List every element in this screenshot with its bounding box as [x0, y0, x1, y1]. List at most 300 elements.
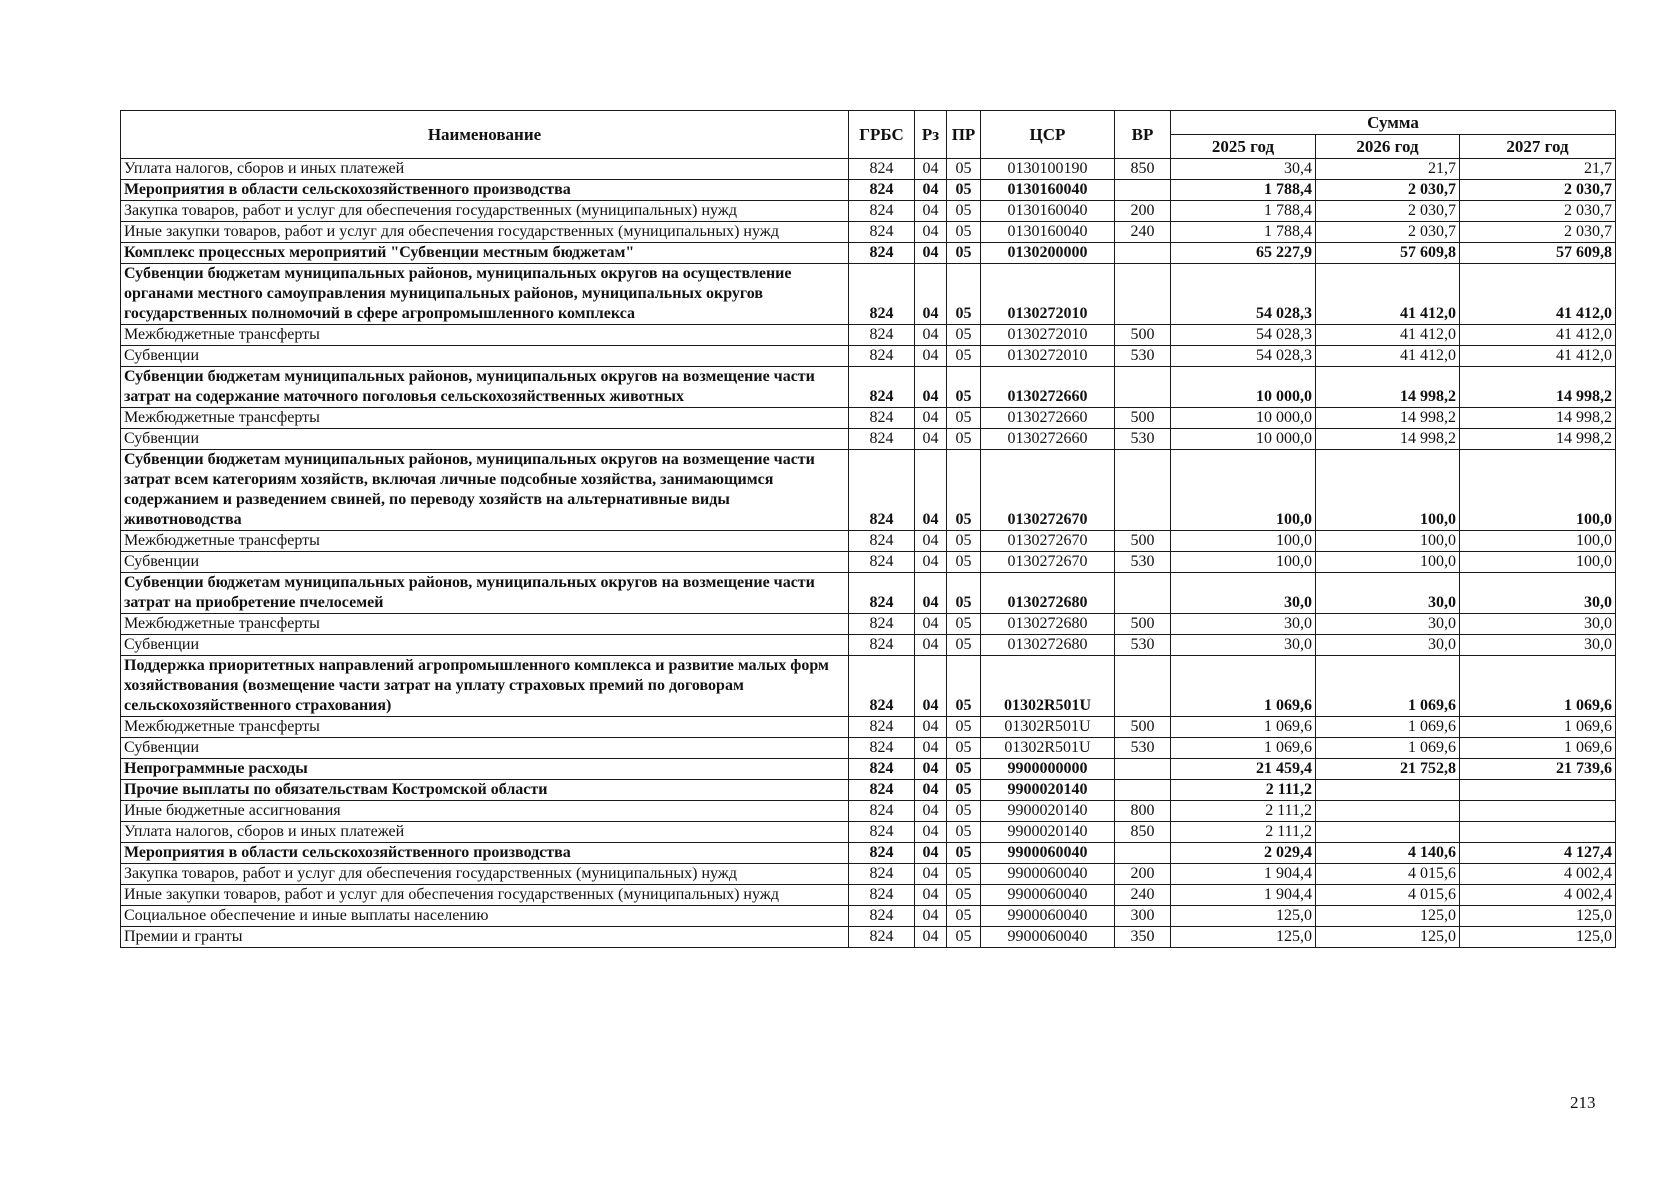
- cell-sum-2027: 125,0: [1460, 906, 1616, 927]
- cell-sum-2026: 21,7: [1316, 159, 1460, 180]
- cell-vr: [1115, 780, 1171, 801]
- cell-rz: 04: [915, 780, 947, 801]
- table-row: [121, 325, 1616, 346]
- header-pr: ПР: [947, 111, 981, 159]
- cell-grbs: 824: [849, 243, 915, 264]
- cell-vr: [1115, 450, 1171, 531]
- cell-grbs: 824: [849, 635, 915, 656]
- cell-vr: 530: [1115, 738, 1171, 759]
- cell-sum-2026: 41 412,0: [1316, 325, 1460, 346]
- cell-name: Комплекс процессных мероприятий "Субвенции местным бюджетам": [121, 243, 849, 264]
- header-rz: Рз: [915, 111, 947, 159]
- cell-sum-2026: 2 030,7: [1316, 180, 1460, 201]
- cell-rz: 04: [915, 573, 947, 614]
- cell-sum-2025: 54 028,3: [1171, 346, 1316, 367]
- cell-grbs: 824: [849, 780, 915, 801]
- cell-csr: 0130272680: [981, 614, 1115, 635]
- cell-pr: 05: [947, 159, 981, 180]
- cell-csr: 9900060040: [981, 885, 1115, 906]
- header-sum: Сумма: [1171, 111, 1616, 135]
- cell-rz: 04: [915, 429, 947, 450]
- cell-vr: 200: [1115, 201, 1171, 222]
- cell-rz: 04: [915, 408, 947, 429]
- table-row: [121, 780, 1616, 801]
- table-row: [121, 656, 1616, 717]
- table-row: [121, 531, 1616, 552]
- cell-vr: 500: [1115, 408, 1171, 429]
- cell-name: Поддержка приоритетных направлений агропромышленного комплекса и развитие малых форм хозяйствования (возмещение части затрат на уплату страховых премий по договорам сельскохозяйственного страхования): [121, 656, 849, 717]
- table-row: [121, 243, 1616, 264]
- cell-sum-2026: 100,0: [1316, 531, 1460, 552]
- cell-sum-2025: 1 788,4: [1171, 201, 1316, 222]
- cell-vr: [1115, 367, 1171, 408]
- cell-grbs: 824: [849, 346, 915, 367]
- cell-grbs: 824: [849, 822, 915, 843]
- cell-grbs: 824: [849, 573, 915, 614]
- cell-rz: 04: [915, 885, 947, 906]
- cell-pr: 05: [947, 780, 981, 801]
- cell-sum-2026: 125,0: [1316, 906, 1460, 927]
- cell-sum-2027: 14 998,2: [1460, 408, 1616, 429]
- cell-csr: 01302R501U: [981, 717, 1115, 738]
- cell-pr: 05: [947, 429, 981, 450]
- cell-sum-2027: 4 127,4: [1460, 843, 1616, 864]
- cell-grbs: 824: [849, 408, 915, 429]
- cell-sum-2027: [1460, 822, 1616, 843]
- cell-sum-2027: 41 412,0: [1460, 346, 1616, 367]
- cell-vr: 530: [1115, 552, 1171, 573]
- cell-sum-2025: 30,0: [1171, 614, 1316, 635]
- cell-rz: 04: [915, 201, 947, 222]
- cell-vr: 300: [1115, 906, 1171, 927]
- cell-pr: 05: [947, 346, 981, 367]
- table-row: [121, 843, 1616, 864]
- cell-pr: 05: [947, 759, 981, 780]
- cell-pr: 05: [947, 717, 981, 738]
- cell-grbs: 824: [849, 759, 915, 780]
- cell-grbs: 824: [849, 450, 915, 531]
- cell-sum-2027: 1 069,6: [1460, 656, 1616, 717]
- cell-sum-2026: 4 015,6: [1316, 885, 1460, 906]
- cell-pr: 05: [947, 738, 981, 759]
- cell-csr: 0130272680: [981, 635, 1115, 656]
- cell-sum-2025: 2 111,2: [1171, 780, 1316, 801]
- cell-sum-2027: 21 739,6: [1460, 759, 1616, 780]
- cell-sum-2027: 4 002,4: [1460, 885, 1616, 906]
- cell-name: Межбюджетные трансферты: [121, 614, 849, 635]
- table-row: [121, 635, 1616, 656]
- table-body: [121, 159, 1616, 948]
- cell-rz: 04: [915, 264, 947, 325]
- cell-name: Субвенции бюджетам муниципальных районов, муниципальных округов на возмещение части затрат всем категориям хозяйств, включая личные подсобные хозяйства, занимающимся содержанием и разведением свиней, по переводу хозяйств на альтернативные виды животноводства: [121, 450, 849, 531]
- cell-sum-2025: 54 028,3: [1171, 264, 1316, 325]
- cell-sum-2025: 10 000,0: [1171, 429, 1316, 450]
- cell-csr: 0130272670: [981, 450, 1115, 531]
- cell-name: Межбюджетные трансферты: [121, 531, 849, 552]
- cell-csr: 0130200000: [981, 243, 1115, 264]
- table-row: [121, 822, 1616, 843]
- cell-vr: 350: [1115, 927, 1171, 948]
- table-row: [121, 801, 1616, 822]
- cell-sum-2026: 125,0: [1316, 927, 1460, 948]
- cell-sum-2027: 57 609,8: [1460, 243, 1616, 264]
- cell-grbs: 824: [849, 614, 915, 635]
- cell-vr: 500: [1115, 325, 1171, 346]
- cell-sum-2025: 100,0: [1171, 450, 1316, 531]
- cell-pr: 05: [947, 614, 981, 635]
- cell-grbs: 824: [849, 201, 915, 222]
- cell-vr: [1115, 759, 1171, 780]
- cell-pr: 05: [947, 531, 981, 552]
- cell-name: Субвенции: [121, 429, 849, 450]
- cell-rz: 04: [915, 927, 947, 948]
- table-row: [121, 573, 1616, 614]
- table-row: [121, 885, 1616, 906]
- cell-rz: 04: [915, 738, 947, 759]
- cell-sum-2026: 14 998,2: [1316, 408, 1460, 429]
- cell-name: Уплата налогов, сборов и иных платежей: [121, 822, 849, 843]
- cell-pr: 05: [947, 201, 981, 222]
- cell-csr: 0130160040: [981, 180, 1115, 201]
- cell-sum-2027: 14 998,2: [1460, 429, 1616, 450]
- cell-vr: 240: [1115, 885, 1171, 906]
- cell-grbs: 824: [849, 531, 915, 552]
- header-year-2027: 2027 год: [1460, 135, 1616, 159]
- cell-pr: 05: [947, 222, 981, 243]
- cell-csr: 0130272010: [981, 346, 1115, 367]
- cell-pr: 05: [947, 367, 981, 408]
- cell-pr: 05: [947, 822, 981, 843]
- cell-sum-2025: 1 069,6: [1171, 738, 1316, 759]
- cell-sum-2025: 125,0: [1171, 906, 1316, 927]
- cell-name: Иные закупки товаров, работ и услуг для обеспечения государственных (муниципальных) нужд: [121, 885, 849, 906]
- cell-sum-2027: 2 030,7: [1460, 201, 1616, 222]
- cell-vr: 240: [1115, 222, 1171, 243]
- cell-grbs: 824: [849, 927, 915, 948]
- cell-grbs: 824: [849, 552, 915, 573]
- cell-name: Иные бюджетные ассигнования: [121, 801, 849, 822]
- cell-csr: 0130272660: [981, 408, 1115, 429]
- table-row: [121, 222, 1616, 243]
- header-vr: ВР: [1115, 111, 1171, 159]
- cell-sum-2027: 14 998,2: [1460, 367, 1616, 408]
- cell-vr: 530: [1115, 635, 1171, 656]
- cell-csr: 0130100190: [981, 159, 1115, 180]
- cell-rz: 04: [915, 717, 947, 738]
- cell-sum-2027: 41 412,0: [1460, 325, 1616, 346]
- header-year-2026: 2026 год: [1316, 135, 1460, 159]
- cell-vr: [1115, 243, 1171, 264]
- cell-grbs: 824: [849, 264, 915, 325]
- table-row: [121, 927, 1616, 948]
- cell-sum-2025: 30,0: [1171, 573, 1316, 614]
- cell-sum-2025: 100,0: [1171, 552, 1316, 573]
- cell-rz: 04: [915, 635, 947, 656]
- cell-sum-2025: 2 111,2: [1171, 801, 1316, 822]
- cell-vr: [1115, 264, 1171, 325]
- cell-rz: 04: [915, 159, 947, 180]
- cell-rz: 04: [915, 222, 947, 243]
- cell-csr: 9900020140: [981, 801, 1115, 822]
- cell-csr: 0130272680: [981, 573, 1115, 614]
- cell-pr: 05: [947, 906, 981, 927]
- cell-sum-2025: 2 111,2: [1171, 822, 1316, 843]
- cell-sum-2026: 41 412,0: [1316, 346, 1460, 367]
- cell-rz: 04: [915, 656, 947, 717]
- table-row: [121, 264, 1616, 325]
- cell-sum-2026: 100,0: [1316, 450, 1460, 531]
- cell-csr: 0130160040: [981, 222, 1115, 243]
- cell-rz: 04: [915, 367, 947, 408]
- cell-rz: 04: [915, 243, 947, 264]
- header-name: Наименование: [121, 111, 849, 159]
- cell-csr: 9900060040: [981, 906, 1115, 927]
- cell-rz: 04: [915, 906, 947, 927]
- table-row: [121, 159, 1616, 180]
- cell-sum-2027: 2 030,7: [1460, 222, 1616, 243]
- cell-vr: 200: [1115, 864, 1171, 885]
- cell-rz: 04: [915, 614, 947, 635]
- cell-sum-2026: 4 015,6: [1316, 864, 1460, 885]
- table-row: [121, 552, 1616, 573]
- cell-name: Субвенции бюджетам муниципальных районов, муниципальных округов на возмещение части затрат на приобретение пчелосемей: [121, 573, 849, 614]
- cell-pr: 05: [947, 656, 981, 717]
- cell-csr: 01302R501U: [981, 656, 1115, 717]
- cell-csr: 0130272670: [981, 531, 1115, 552]
- cell-sum-2027: 1 069,6: [1460, 717, 1616, 738]
- cell-grbs: 824: [849, 325, 915, 346]
- cell-sum-2025: 1 069,6: [1171, 656, 1316, 717]
- cell-vr: [1115, 573, 1171, 614]
- table-row: [121, 738, 1616, 759]
- cell-grbs: 824: [849, 864, 915, 885]
- cell-grbs: 824: [849, 656, 915, 717]
- table-row: [121, 367, 1616, 408]
- cell-pr: 05: [947, 864, 981, 885]
- cell-sum-2025: 2 029,4: [1171, 843, 1316, 864]
- cell-sum-2025: 1 904,4: [1171, 885, 1316, 906]
- cell-name: Иные закупки товаров, работ и услуг для обеспечения государственных (муниципальных) нужд: [121, 222, 849, 243]
- cell-name: Субвенции: [121, 552, 849, 573]
- cell-sum-2026: [1316, 801, 1460, 822]
- cell-vr: [1115, 656, 1171, 717]
- cell-sum-2025: 125,0: [1171, 927, 1316, 948]
- cell-rz: 04: [915, 801, 947, 822]
- cell-vr: 500: [1115, 531, 1171, 552]
- cell-csr: 0130272670: [981, 552, 1115, 573]
- cell-sum-2025: 1 069,6: [1171, 717, 1316, 738]
- cell-name: Закупка товаров, работ и услуг для обеспечения государственных (муниципальных) нужд: [121, 201, 849, 222]
- cell-name: Социальное обеспечение и иные выплаты населению: [121, 906, 849, 927]
- cell-sum-2025: 30,4: [1171, 159, 1316, 180]
- cell-pr: 05: [947, 635, 981, 656]
- table-header: [121, 111, 1616, 159]
- cell-sum-2026: 1 069,6: [1316, 656, 1460, 717]
- cell-csr: 0130272660: [981, 367, 1115, 408]
- cell-name: Премии и гранты: [121, 927, 849, 948]
- cell-sum-2027: 4 002,4: [1460, 864, 1616, 885]
- cell-grbs: 824: [849, 429, 915, 450]
- cell-sum-2025: 1 904,4: [1171, 864, 1316, 885]
- table-row: [121, 759, 1616, 780]
- cell-vr: 500: [1115, 614, 1171, 635]
- cell-csr: 0130272660: [981, 429, 1115, 450]
- cell-sum-2027: [1460, 801, 1616, 822]
- cell-sum-2025: 65 227,9: [1171, 243, 1316, 264]
- cell-name: Субвенции: [121, 635, 849, 656]
- cell-sum-2026: [1316, 780, 1460, 801]
- cell-name: Субвенции бюджетам муниципальных районов, муниципальных округов на осуществление органами местного самоуправления муниципальных районов, муниципальных округов государственных полномочий в сфере агропромышленного комплекса: [121, 264, 849, 325]
- cell-csr: 9900000000: [981, 759, 1115, 780]
- cell-rz: 04: [915, 346, 947, 367]
- table-row: [121, 717, 1616, 738]
- cell-sum-2027: 100,0: [1460, 552, 1616, 573]
- cell-sum-2026: 30,0: [1316, 573, 1460, 614]
- cell-name: Мероприятия в области сельскохозяйственного производства: [121, 843, 849, 864]
- table-row: [121, 906, 1616, 927]
- cell-sum-2025: 1 788,4: [1171, 222, 1316, 243]
- table-row: [121, 346, 1616, 367]
- cell-sum-2025: 30,0: [1171, 635, 1316, 656]
- cell-rz: 04: [915, 864, 947, 885]
- cell-sum-2025: 1 788,4: [1171, 180, 1316, 201]
- cell-sum-2026: 1 069,6: [1316, 717, 1460, 738]
- cell-pr: 05: [947, 927, 981, 948]
- cell-csr: 01302R501U: [981, 738, 1115, 759]
- cell-pr: 05: [947, 264, 981, 325]
- cell-name: Мероприятия в области сельскохозяйственного производства: [121, 180, 849, 201]
- cell-csr: 0130160040: [981, 201, 1115, 222]
- cell-vr: 800: [1115, 801, 1171, 822]
- cell-sum-2026: 57 609,8: [1316, 243, 1460, 264]
- cell-grbs: 824: [849, 885, 915, 906]
- cell-sum-2026: 30,0: [1316, 635, 1460, 656]
- cell-pr: 05: [947, 450, 981, 531]
- cell-sum-2026: 1 069,6: [1316, 738, 1460, 759]
- cell-grbs: 824: [849, 222, 915, 243]
- cell-sum-2027: 1 069,6: [1460, 738, 1616, 759]
- cell-grbs: 824: [849, 159, 915, 180]
- cell-grbs: 824: [849, 367, 915, 408]
- cell-rz: 04: [915, 325, 947, 346]
- cell-grbs: 824: [849, 738, 915, 759]
- table-row: [121, 429, 1616, 450]
- cell-pr: 05: [947, 843, 981, 864]
- header-year-2025: 2025 год: [1171, 135, 1316, 159]
- cell-sum-2025: 10 000,0: [1171, 408, 1316, 429]
- cell-sum-2027: 30,0: [1460, 573, 1616, 614]
- cell-sum-2027: 100,0: [1460, 450, 1616, 531]
- budget-table: [120, 110, 1616, 948]
- cell-sum-2027: [1460, 780, 1616, 801]
- cell-name: Уплата налогов, сборов и иных платежей: [121, 159, 849, 180]
- cell-sum-2025: 54 028,3: [1171, 325, 1316, 346]
- cell-sum-2027: 30,0: [1460, 614, 1616, 635]
- cell-name: Субвенции: [121, 346, 849, 367]
- cell-rz: 04: [915, 180, 947, 201]
- cell-sum-2027: 21,7: [1460, 159, 1616, 180]
- cell-csr: 9900020140: [981, 780, 1115, 801]
- cell-grbs: 824: [849, 906, 915, 927]
- cell-name: Субвенции бюджетам муниципальных районов, муниципальных округов на возмещение части затрат на содержание маточного поголовья сельскохозяйственных животных: [121, 367, 849, 408]
- cell-sum-2026: 14 998,2: [1316, 429, 1460, 450]
- cell-sum-2025: 100,0: [1171, 531, 1316, 552]
- cell-sum-2026: 30,0: [1316, 614, 1460, 635]
- cell-grbs: 824: [849, 180, 915, 201]
- header-csr: ЦСР: [981, 111, 1115, 159]
- cell-csr: 9900060040: [981, 843, 1115, 864]
- cell-vr: [1115, 843, 1171, 864]
- cell-vr: 530: [1115, 429, 1171, 450]
- cell-pr: 05: [947, 573, 981, 614]
- cell-vr: 500: [1115, 717, 1171, 738]
- cell-sum-2026: [1316, 822, 1460, 843]
- cell-sum-2026: 4 140,6: [1316, 843, 1460, 864]
- cell-name: Межбюджетные трансферты: [121, 717, 849, 738]
- cell-grbs: 824: [849, 843, 915, 864]
- cell-sum-2026: 14 998,2: [1316, 367, 1460, 408]
- cell-rz: 04: [915, 822, 947, 843]
- header-grbs: ГРБС: [849, 111, 915, 159]
- cell-grbs: 824: [849, 801, 915, 822]
- cell-csr: 9900060040: [981, 927, 1115, 948]
- cell-name: Субвенции: [121, 738, 849, 759]
- cell-pr: 05: [947, 801, 981, 822]
- cell-vr: 530: [1115, 346, 1171, 367]
- cell-sum-2026: 41 412,0: [1316, 264, 1460, 325]
- cell-rz: 04: [915, 843, 947, 864]
- cell-sum-2027: 125,0: [1460, 927, 1616, 948]
- cell-rz: 04: [915, 531, 947, 552]
- table-row: [121, 408, 1616, 429]
- cell-pr: 05: [947, 408, 981, 429]
- cell-sum-2027: 100,0: [1460, 531, 1616, 552]
- table-row: [121, 201, 1616, 222]
- cell-csr: 9900020140: [981, 822, 1115, 843]
- cell-sum-2026: 2 030,7: [1316, 201, 1460, 222]
- table-row: [121, 864, 1616, 885]
- cell-name: Межбюджетные трансферты: [121, 325, 849, 346]
- cell-pr: 05: [947, 243, 981, 264]
- cell-sum-2027: 41 412,0: [1460, 264, 1616, 325]
- cell-csr: 0130272010: [981, 325, 1115, 346]
- cell-pr: 05: [947, 325, 981, 346]
- table-row: [121, 450, 1616, 531]
- cell-sum-2027: 30,0: [1460, 635, 1616, 656]
- cell-name: Прочие выплаты по обязательствам Костромской области: [121, 780, 849, 801]
- table-row: [121, 180, 1616, 201]
- cell-sum-2026: 100,0: [1316, 552, 1460, 573]
- cell-sum-2025: 10 000,0: [1171, 367, 1316, 408]
- cell-name: Закупка товаров, работ и услуг для обеспечения государственных (муниципальных) нужд: [121, 864, 849, 885]
- cell-vr: 850: [1115, 822, 1171, 843]
- cell-grbs: 824: [849, 717, 915, 738]
- cell-sum-2025: 21 459,4: [1171, 759, 1316, 780]
- cell-name: Непрограммные расходы: [121, 759, 849, 780]
- cell-name: Межбюджетные трансферты: [121, 408, 849, 429]
- cell-pr: 05: [947, 180, 981, 201]
- cell-sum-2026: 2 030,7: [1316, 222, 1460, 243]
- cell-vr: 850: [1115, 159, 1171, 180]
- cell-pr: 05: [947, 552, 981, 573]
- cell-pr: 05: [947, 885, 981, 906]
- table-row: [121, 614, 1616, 635]
- cell-vr: [1115, 180, 1171, 201]
- cell-csr: 0130272010: [981, 264, 1115, 325]
- cell-rz: 04: [915, 450, 947, 531]
- cell-rz: 04: [915, 552, 947, 573]
- cell-sum-2026: 21 752,8: [1316, 759, 1460, 780]
